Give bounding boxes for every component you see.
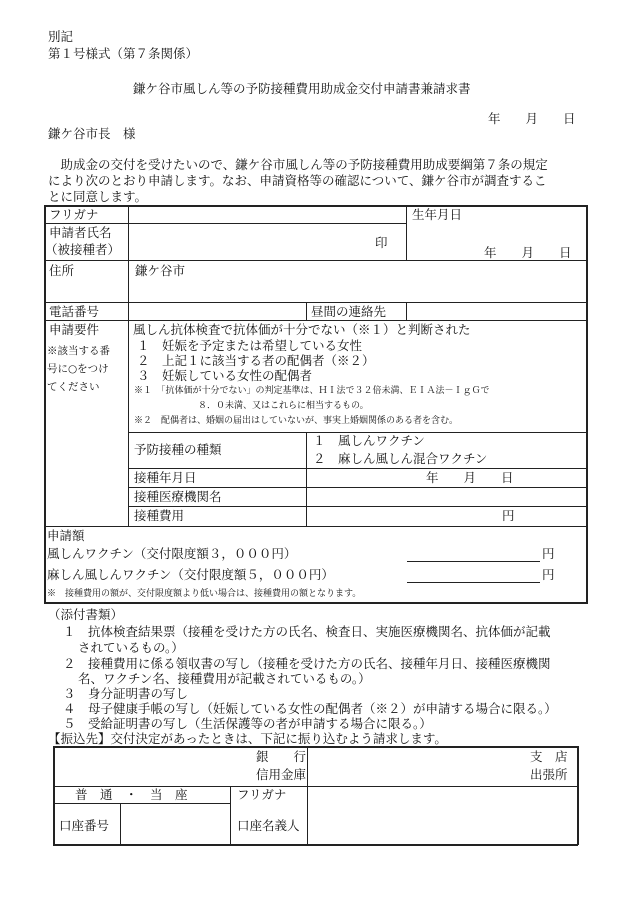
clinic-name-field[interactable] [309,489,584,505]
intro-line-3: とに同意します。 [48,189,148,204]
vaccine-type-label: 予防接種の種類 [134,442,222,457]
account-number-field[interactable] [123,806,227,842]
vaccination-date-value[interactable]: 年 月 日 [426,470,514,485]
requirements-note-1: ※該当する番 [47,345,110,357]
form-number: 第１号様式（第７条関係） [48,46,199,61]
vaccination-cost-unit: 円 [502,508,515,523]
intro-line-2: により次のとおり申請します。なお、申請資格等の確認について、鎌ケ谷市が調査するこ [48,173,547,188]
applicant-name-label: 申請者氏名 [49,225,112,240]
requirement-main: 風しん抗体検査で抗体価が十分でない（※１）と判断された [133,322,471,337]
attachment-5: ５ 受給証明書の写し（生活保護等の者が申請する場合に限る。） [63,716,432,731]
requirements-note-3: てください [47,381,100,393]
birth-date-label: 生年月日 [412,207,463,222]
amount-rubella: 風しんワクチン（交付限度額３，０００円） [47,546,297,561]
birth-date-value[interactable]: 年 月 日 [484,245,572,260]
clinic-name-label: 接種医療機関名 [134,489,222,504]
vaccine-option-2[interactable]: ２ 麻しん風しん混合ワクチン [313,451,488,466]
daytime-contact-label: 昼間の連絡先 [311,304,387,319]
branch-office-label: 出張所 [530,767,568,782]
requirement-note-2: ※２ 配偶者は、婚姻の届出はしていないが、事実上婚姻関係のある者を含む。 [134,416,459,426]
bank-label: 銀 行 [256,749,307,764]
applicant-name-field[interactable] [131,226,371,258]
vaccination-cost-label: 接種費用 [134,508,185,523]
attachment-2a: ２ 接種費用に係る領収書の写し（接種を受けた方の氏名、接種年月日、接種医療機関 [63,656,551,671]
requirements-label: 申請要件 [49,322,100,337]
attachment-2b: 名、ワクチン名、接種費用が記載されているもの。） [78,671,371,686]
vaccination-date-label: 接種年月日 [134,470,197,485]
phone-label: 電話番号 [49,304,100,319]
daytime-contact-field[interactable] [409,304,584,319]
appendix-label: 別記 [48,29,74,44]
account-type-selector[interactable]: 普 通 ・ 当 座 [75,787,188,802]
vaccine-option-1[interactable]: １ 風しんワクチン [313,433,425,448]
seal-mark: 印 [375,235,388,250]
requirement-option-1[interactable]: １ 妊娠を予定または希望している女性 [137,338,363,353]
submission-date: 年 月 日 [488,111,576,126]
attachment-1a: １ 抗体検査結果票（接種を受けた方の氏名、検査日、実施医療機関名、抗体価が記載 [63,624,551,639]
amount-label: 申請額 [47,528,85,543]
applicant-name-sublabel: （被接種者） [45,242,121,257]
address-label: 住所 [49,263,75,278]
amount-mr-field[interactable] [407,582,540,583]
requirements-note-2: 号に○をつけ [47,363,109,375]
bank-name-field[interactable] [56,749,246,784]
requirement-option-2[interactable]: ２ 上記１に該当する者の配偶者（※２） [137,353,375,368]
attachment-3: ３ 身分証明書の写し [63,686,189,701]
requirement-note-1a: ※１ 「抗体価が十分でない」の判定基準は、ＨＩ法で３２倍未満、ＥＩＡ法－ＩｇＧで [134,386,490,396]
amount-rubella-field[interactable] [407,561,540,562]
account-furigana-label: フリガナ [237,787,287,802]
account-holder-field[interactable] [310,806,574,842]
branch-name-field[interactable] [311,749,531,784]
addressee: 鎌ケ谷市長 様 [48,126,136,141]
amount-rubella-unit: 円 [542,546,555,561]
account-furigana-field[interactable] [310,789,574,803]
phone-field[interactable] [131,304,303,319]
account-holder-label: 口座名義人 [237,818,300,833]
bank-intro: 【振込先】交付決定があったときは、下記に振り込むよう請求します。 [48,731,447,746]
shinkin-label: 信用金庫 [256,767,307,782]
attachments-heading: （添付書類） [48,607,124,622]
document-title: 鎌ケ谷市風しん等の予防接種費用助成金交付申請書兼請求書 [133,81,471,96]
furigana-label: フリガナ [49,207,99,222]
furigana-field[interactable] [131,207,403,222]
amount-note: ※ 接種費用の額が、交付限度額より低い場合は、接種費用の額となります。 [47,589,362,599]
account-number-label: 口座番号 [59,818,110,833]
attachment-1b: されているもの。） [78,640,184,655]
address-value[interactable]: 鎌ケ谷市 [135,263,186,278]
intro-line-1: 助成金の交付を受けたいので、鎌ケ谷市風しん等の予防接種費用助成要綱第７条の規定 [48,157,548,172]
amount-mr-unit: 円 [542,567,555,582]
attachment-4: ４ 母子健康手帳の写し（妊娠している女性の配偶者（※２）が申請する場合に限る。） [63,701,557,716]
requirement-option-3[interactable]: ３ 妊娠している女性の配偶者 [137,368,313,383]
branch-label: 支 店 [530,749,568,764]
requirement-note-1b: ８．０未満、又はこれらに相当するもの。 [198,401,369,411]
amount-mr: 麻しん風しんワクチン（交付限度額５，０００円） [47,567,334,582]
